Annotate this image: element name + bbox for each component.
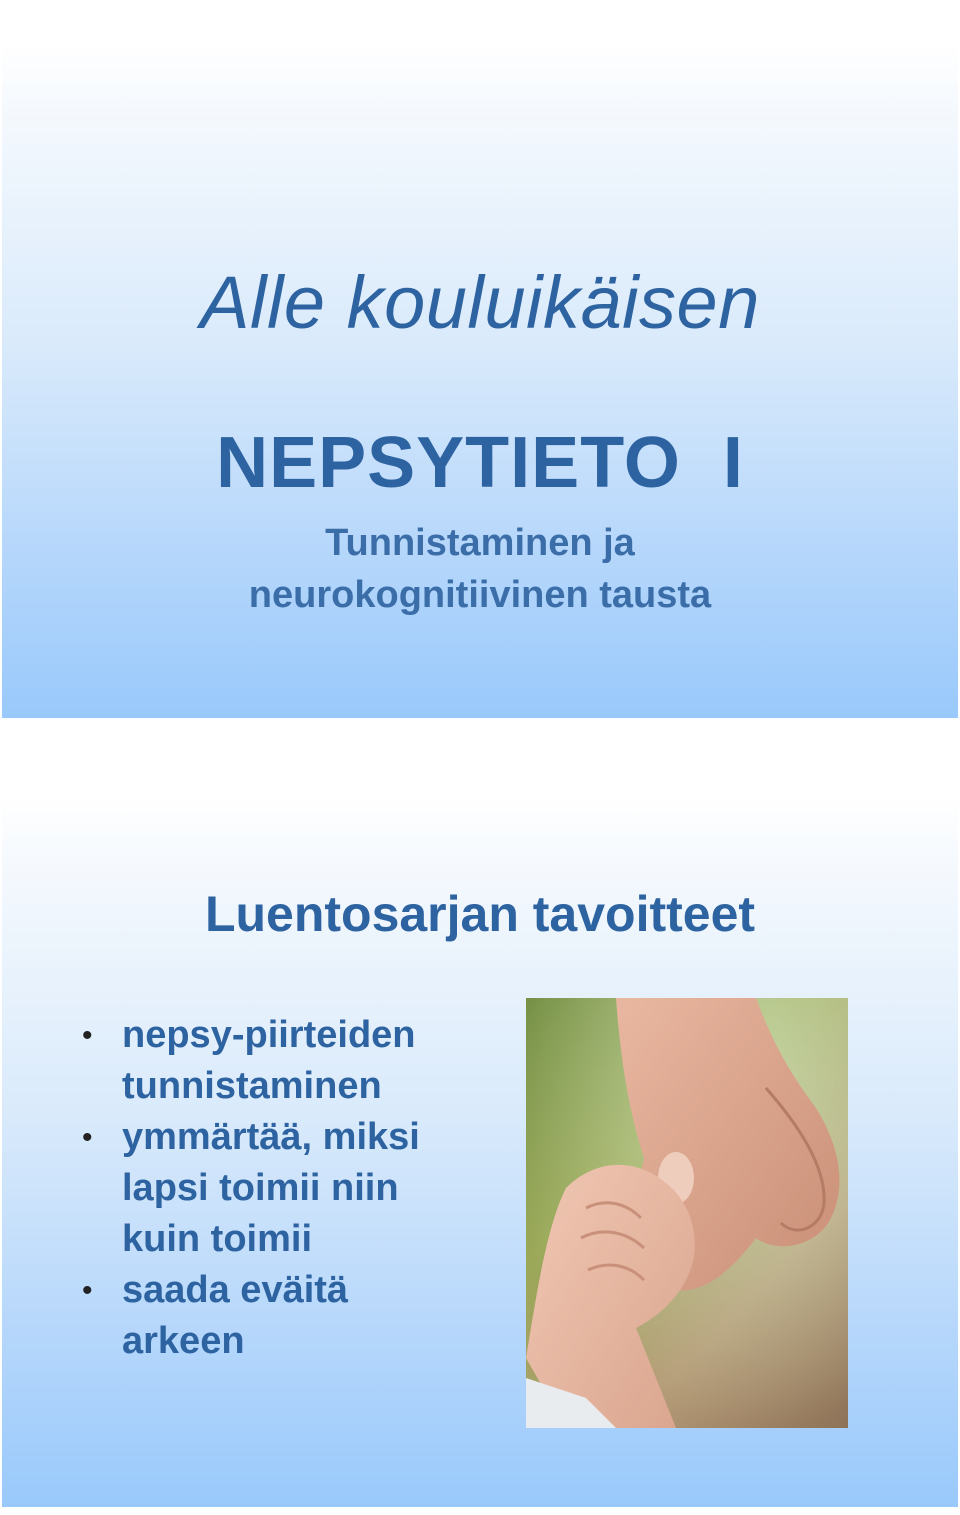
goals-slide — [2, 795, 958, 1507]
goal-item-2-line-1: ymmärtää, miksi — [122, 1116, 420, 1158]
bullet-icon: • — [82, 1274, 93, 1307]
goal-item-1-line-1: nepsy-piirteiden — [122, 1014, 416, 1056]
bullet-icon: • — [82, 1019, 93, 1052]
goals-title: Luentosarjan tavoitteet — [204, 886, 756, 942]
goal-item-3 — [82, 1265, 502, 1367]
goal-item-2 — [82, 1112, 502, 1265]
slide-subtitle-line-2: neurokognitiivinen tausta — [248, 574, 712, 616]
goal-item-3-line-2: arkeen — [122, 1320, 245, 1362]
goal-item-2-line-2: lapsi toimii niin — [122, 1167, 399, 1209]
holding-hands-icon — [526, 998, 848, 1428]
goal-item-1 — [82, 1010, 502, 1112]
slide-subtitle-line-1: Tunnistaminen ja — [325, 522, 635, 564]
bullet-icon: • — [82, 1121, 93, 1154]
title-slide — [2, 42, 958, 718]
goals-list — [82, 1010, 502, 1367]
goal-item-2-line-3: kuin toimii — [122, 1218, 312, 1260]
slide-title-main: NEPSYTIETO I — [216, 423, 744, 503]
goal-item-1-line-2: tunnistaminen — [122, 1065, 382, 1107]
slide-title-italic: Alle kouluikäisen — [200, 261, 760, 344]
holding-hands-photo — [526, 998, 848, 1428]
goal-item-3-line-1: saada eväitä — [122, 1269, 349, 1311]
